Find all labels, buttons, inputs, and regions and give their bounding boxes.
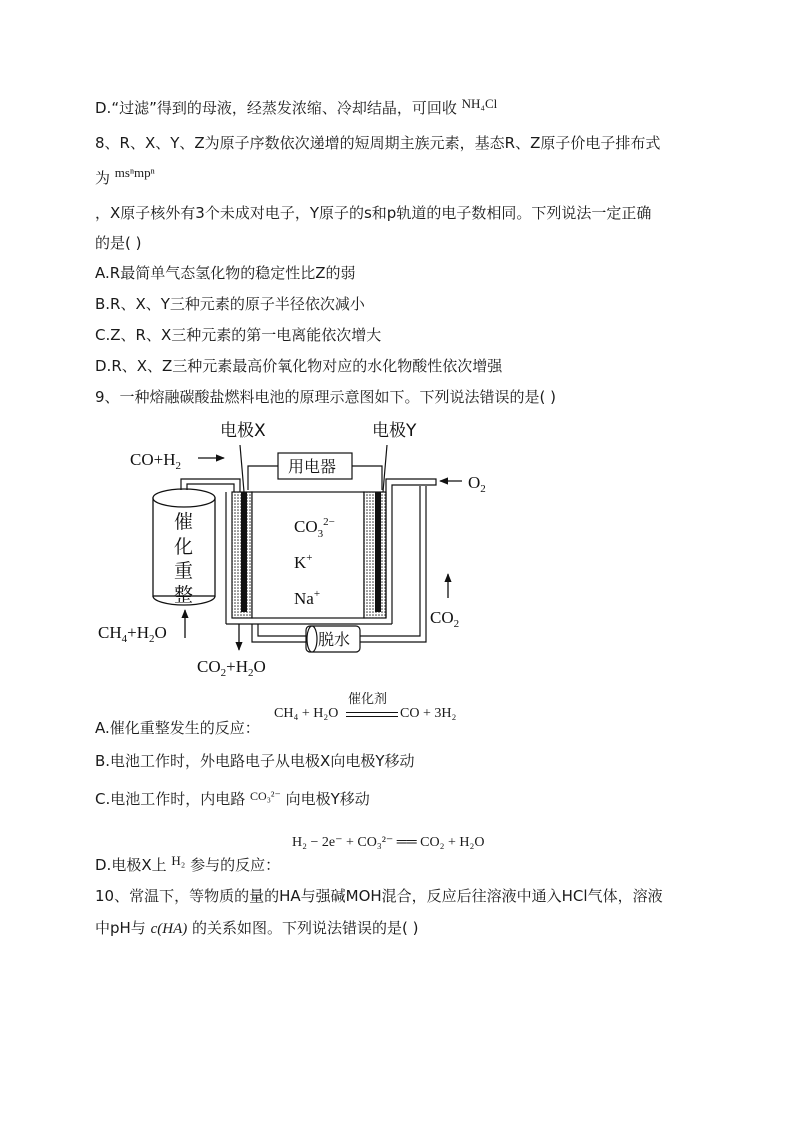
q10-stem-line2-suffix: 的关系如图。下列说法错误的是( ) (192, 919, 419, 937)
q8-option-d: D.R、X、Z三种元素最高价氧化物对应的水化物酸性依次增强 (95, 357, 503, 375)
q9-option-c-prefix: C.电池工作时，内电路 (95, 790, 246, 808)
q8-option-a: A.R最简单气态氢化物的稳定性比Z的弱 (95, 264, 356, 282)
q9-option-d (95, 855, 280, 876)
q8-stem-line2-prefix: 为 (95, 169, 111, 187)
option-a-lhs: CH₄ + H₂O (274, 706, 339, 721)
electrode-y-label: 电极Y (372, 421, 417, 441)
q8-stem-line4: 的是( ) (95, 234, 142, 252)
q7-option-d-formula: NH₄Cl (461, 96, 498, 111)
dehydrator-label: 脱水 (318, 630, 351, 649)
q9-option-a (95, 718, 260, 738)
q8-option-c: C.Z、R、X三种元素的第一电离能依次增大 (95, 326, 382, 344)
reformer-cylinder (153, 489, 215, 606)
q9-option-d-suffix: 参与的反应： (190, 856, 281, 874)
reformer-char-4: 整 (174, 584, 194, 606)
inlet-co-h2-label: $CO+H_2$ (130, 450, 181, 472)
q9-option-d-species: H₂ (171, 853, 186, 868)
q10-c-ha: c(HA) (150, 921, 188, 937)
ion-potassium: K+ (294, 552, 313, 572)
feed-label: $CH_4+H_2O$ (98, 623, 167, 645)
catalyst-label: 催化剂 (348, 692, 388, 707)
ion-carbonate: $CO_3^{2-}$ (294, 516, 335, 540)
q8-stem-line2 (95, 165, 155, 189)
q9-option-a-text: A.催化重整发生的反应： (95, 719, 260, 737)
q9-option-c (95, 789, 370, 810)
reformer-char-3: 重 (174, 560, 194, 582)
q9-stem: 9、一种熔融碳酸盐燃料电池的原理示意图如下。下列说法错误的是( ) (95, 388, 557, 406)
wire-right (352, 466, 382, 490)
dehydrator (306, 626, 360, 652)
q7-option-d (95, 98, 497, 119)
q9-option-b: B.电池工作时，外电路电子从电极X向电极Y移动 (95, 752, 415, 770)
q9-option-d-prefix: D.电极X上 (95, 856, 167, 874)
reformer-char-2: 化 (174, 536, 194, 558)
electrode-x-label: 电极X (220, 421, 266, 441)
q10-stem-line2-prefix: 中pH与 (95, 919, 146, 937)
load-label: 用电器 (288, 457, 337, 476)
q8-option-b: B.R、X、Y三种元素的原子半径依次减小 (95, 295, 365, 313)
o2-label: $O_2$ (468, 473, 486, 495)
q9-option-c-suffix: 向电极Y移动 (285, 790, 370, 808)
wire-left (248, 466, 278, 490)
q9-option-d-equation: H₂ − 2e⁻ + CO₃²⁻ ══ CO₂ + H₂O (292, 835, 485, 850)
q8-stem-line1: 8、R、X、Y、Z为原子序数依次递增的短周期主族元素，基态R、Z原子价电子排布式 (95, 134, 661, 152)
reformer-char-1: 催 (174, 511, 194, 533)
q8-stem-line3: ，X原子核外有3个未成对电子，Y原子的s和p轨道的电子数相同。下列说法一定正确 (95, 204, 652, 222)
option-a-rhs: CO + 3H₂ (400, 706, 457, 721)
exhaust-label: $CO_2+H_2O$ (197, 657, 266, 679)
co2-recycle-label: $CO_2$ (430, 608, 460, 630)
ion-sodium: Na+ (294, 588, 321, 608)
q7-option-d-text: D.“过滤”得到的母液，经蒸发浓缩、冷却结晶，可回收 (95, 99, 457, 117)
fuel-cell-diagram (0, 410, 794, 682)
equation-double-line (346, 712, 398, 717)
q9-option-c-ion: CO₃²⁻ (250, 789, 281, 803)
q10-stem-line1: 10、常温下，等物质的量的HA与强碱MOH混合，反应后往溶液中通入HCl气体，溶液 (95, 887, 663, 905)
q8-electron-config: msⁿmpⁿ (114, 165, 155, 180)
q10-stem-line2 (95, 918, 419, 939)
